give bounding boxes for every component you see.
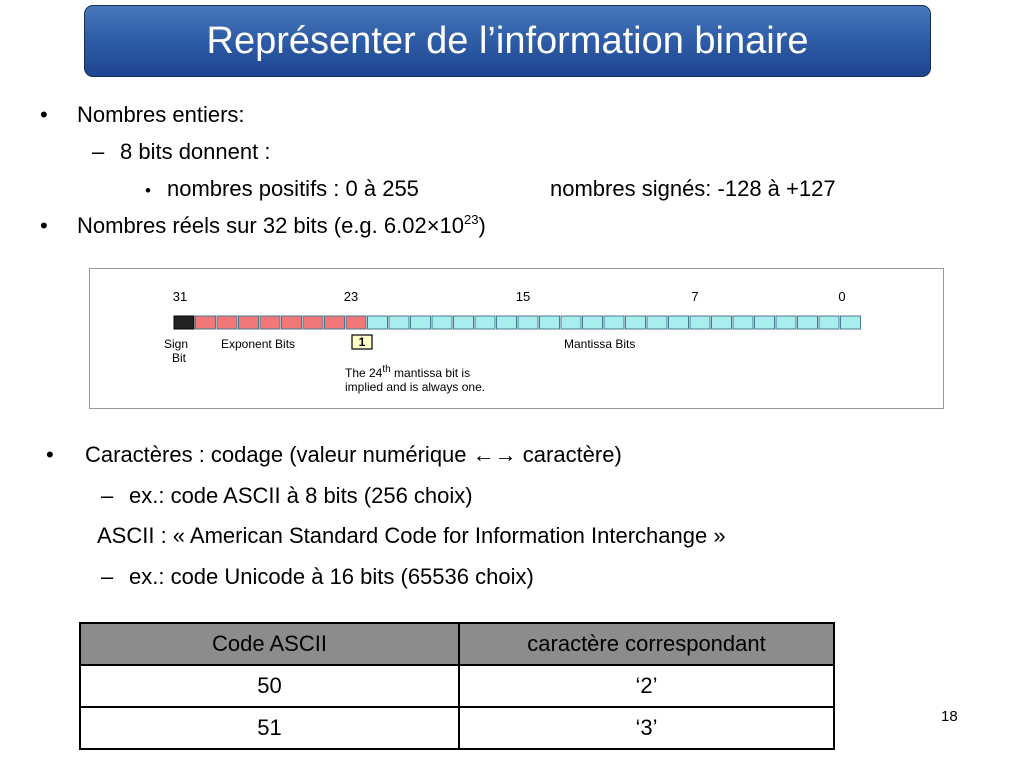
table-cell-char: ‘2’ [459, 665, 834, 707]
slide-title: Représenter de l’information binaire [206, 19, 809, 62]
sub-bullet-8bits [92, 139, 271, 165]
mantissa-bit-cell [690, 316, 710, 329]
sub-bullet-text: ex.: code Unicode à 16 bits (65536 choix) [129, 564, 534, 589]
bit-number-31: 31 [172, 289, 188, 304]
mantissa-bit-cell [432, 316, 452, 329]
exponent-bit-cell [217, 316, 237, 329]
sign-label-1: Sign [164, 337, 189, 351]
exponent-bit-cell [325, 316, 345, 329]
mantissa-bit-cell [368, 316, 388, 329]
sub-glyph: – [101, 564, 114, 589]
ascii-table [79, 622, 835, 750]
bullet-glyph: • [40, 102, 48, 127]
reals-exponent: 23 [464, 212, 479, 227]
table-cell-char: ‘3’ [459, 707, 834, 749]
sub-bullet-unicode [101, 564, 534, 590]
bullet-characters [46, 442, 622, 468]
mantissa-bit-cell [669, 316, 689, 329]
exponent-bit-cell [303, 316, 323, 329]
bullet-text: Nombres entiers: [77, 102, 245, 127]
reals-text: Nombres réels sur 32 bits (e.g. 6.02×10 [77, 213, 465, 238]
mantissa-bit-cell [626, 316, 646, 329]
subsub-bullet-ranges [145, 176, 836, 204]
bullet-glyph: • [40, 213, 48, 238]
bullet-integers [40, 102, 245, 128]
mantissa-bit-cell [798, 316, 818, 329]
reals-end: ) [478, 213, 486, 238]
mantissa-bit-cell [712, 316, 732, 329]
sub-glyph: – [101, 483, 114, 508]
exponent-bit-cell [282, 316, 302, 329]
exponent-bit-cell [196, 316, 216, 329]
table-cell-code: 50 [80, 665, 459, 707]
bullet-text [85, 442, 622, 468]
mantissa-bit-cell [389, 316, 409, 329]
float-format-diagram [89, 268, 944, 409]
implied-bit-note-line1: The 24th mantissa bit is [345, 364, 471, 380]
sign-bit-cell [174, 316, 194, 329]
chars-text-b: caractère) [516, 442, 622, 467]
sub-bullet-ascii [101, 483, 473, 509]
mantissa-bit-cell [561, 316, 581, 329]
bullet-glyph: • [46, 442, 54, 467]
exponent-label: Exponent Bits [221, 337, 296, 351]
mantissa-bit-cell [454, 316, 474, 329]
mantissa-bit-cell [475, 316, 495, 329]
subsub-glyph: • [145, 181, 151, 200]
sub-bullet-text: 8 bits donnent : [120, 139, 271, 164]
exponent-bit-cell [346, 316, 366, 329]
table-row [80, 665, 834, 707]
table-row [80, 707, 834, 749]
slide-number: 18 [941, 708, 958, 725]
mantissa-bit-cell [647, 316, 667, 329]
ascii-definition: ASCII : « American Standard Code for Information Interchange » [97, 523, 726, 548]
table-header-row [80, 623, 834, 665]
signed-range: nombres signés: -128 à +127 [550, 176, 836, 201]
bit-number-0: 0 [838, 289, 846, 304]
mantissa-bit-cell [819, 316, 839, 329]
exponent-bit-cell [239, 316, 259, 329]
mantissa-bit-cell [411, 316, 431, 329]
mantissa-bit-cell [841, 316, 861, 329]
sign-label-2: Bit [172, 351, 187, 365]
mantissa-bit-cell [755, 316, 775, 329]
bit-number-15: 15 [515, 289, 531, 304]
mantissa-bit-cell [497, 316, 517, 329]
implied-bit-marker [352, 335, 372, 349]
bullet-text [77, 213, 486, 239]
mantissa-bit-cell [733, 316, 753, 329]
svg-text:1: 1 [358, 335, 366, 349]
implied-bit-note-line2: implied and is always one. [345, 380, 486, 394]
table-header-char: caractère correspondant [459, 623, 834, 665]
sub-glyph: – [92, 139, 105, 164]
mantissa-bit-cell [776, 316, 796, 329]
positive-range: nombres positifs : 0 à 255 [167, 176, 419, 201]
mantissa-label: Mantissa Bits [564, 337, 636, 351]
bit-number-7: 7 [691, 289, 699, 304]
chars-text-a: Caractères : codage (valeur numérique [85, 442, 473, 467]
mantissa-bit-cell [540, 316, 560, 329]
bit-number-23: 23 [343, 289, 359, 304]
title-bar [84, 5, 931, 77]
exponent-bit-cell [260, 316, 280, 329]
double-arrow-icon: ←→ [472, 442, 517, 467]
table-cell-code: 51 [80, 707, 459, 749]
mantissa-bit-cell [518, 316, 538, 329]
mantissa-bit-cell [604, 316, 624, 329]
mantissa-bit-cell [583, 316, 603, 329]
sub-bullet-text: ex.: code ASCII à 8 bits (256 choix) [129, 483, 473, 508]
table-header-code: Code ASCII [80, 623, 459, 665]
float-bits-svg [90, 269, 943, 408]
